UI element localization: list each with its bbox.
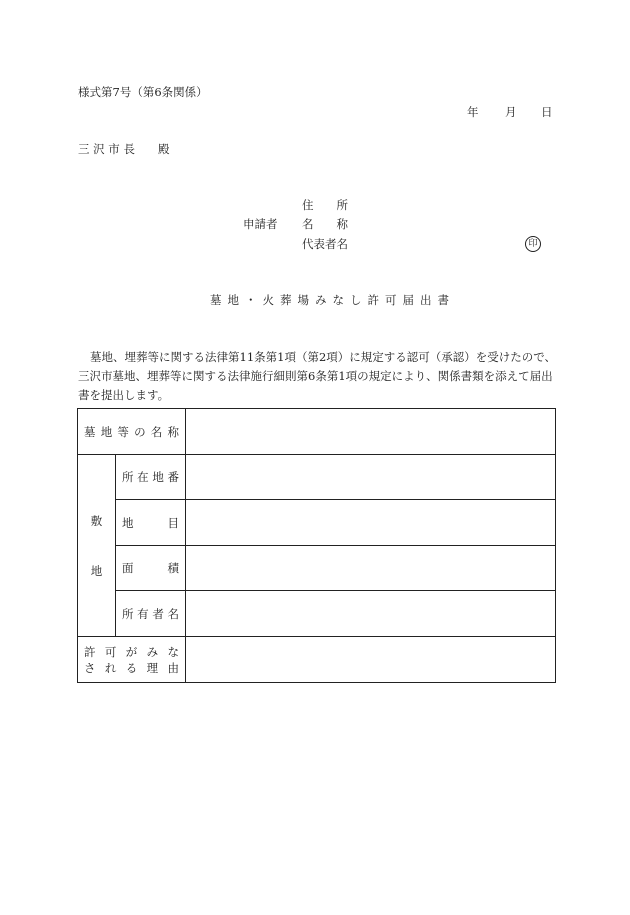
table-row bbox=[78, 546, 556, 591]
area-label-char: 積 bbox=[167, 561, 179, 575]
reason-label-char: 理 bbox=[146, 660, 159, 675]
facility-name-label bbox=[78, 409, 186, 455]
applicant-name-label: 名 称 bbox=[302, 217, 348, 231]
seal-mark: 印 bbox=[525, 236, 541, 252]
location-label-char: 在 bbox=[137, 470, 149, 484]
facility-name-label-char: 名 bbox=[150, 424, 163, 439]
reason-label-char: 許 bbox=[84, 644, 96, 659]
date-month: 月 bbox=[505, 105, 517, 119]
location-label bbox=[116, 455, 186, 500]
land-category-label-char: 地 bbox=[122, 515, 134, 530]
land-category-value[interactable] bbox=[186, 500, 556, 546]
date-day: 日 bbox=[541, 105, 553, 119]
location-label-char: 地 bbox=[152, 470, 164, 484]
applicant-rep-label: 代表者名 bbox=[302, 237, 348, 251]
location-value[interactable] bbox=[186, 455, 556, 500]
site-label bbox=[78, 455, 116, 637]
facility-name-label-char: 称 bbox=[167, 424, 179, 439]
table-row bbox=[78, 409, 556, 455]
owner-value[interactable] bbox=[186, 591, 556, 637]
reason-label-char: る bbox=[125, 660, 138, 675]
reason-label bbox=[78, 637, 186, 683]
table-row bbox=[78, 500, 556, 546]
date-year: 年 bbox=[467, 105, 479, 119]
form-number: 様式第7号（第6条関係） bbox=[78, 85, 208, 99]
site-label-bottom: 地 bbox=[90, 563, 103, 578]
owner-label-char: 有 bbox=[137, 606, 149, 621]
area-value[interactable] bbox=[186, 546, 556, 591]
owner-label-char: 名 bbox=[167, 606, 179, 621]
location-label-char: 番 bbox=[167, 470, 179, 484]
land-category-label bbox=[116, 500, 186, 546]
applicant-address-label: 住 所 bbox=[302, 198, 348, 212]
reason-label-char: 可 bbox=[104, 644, 117, 659]
applicant-role-label: 申請者 bbox=[243, 217, 278, 231]
facility-name-label-char: 墓 bbox=[84, 424, 96, 439]
facility-name-label-char: 等 bbox=[117, 424, 129, 439]
body-paragraph bbox=[78, 348, 558, 405]
area-label-char: 面 bbox=[122, 561, 134, 575]
document-title: 墓地・火葬場みなし許可届出書 bbox=[210, 293, 455, 307]
table-row bbox=[78, 455, 556, 500]
land-category-label-char: 目 bbox=[167, 515, 179, 530]
reason-label-char: み bbox=[146, 644, 159, 659]
reason-label-char: れ bbox=[104, 660, 117, 675]
table-row bbox=[78, 637, 556, 683]
location-label-char: 所 bbox=[122, 470, 134, 484]
notification-table bbox=[77, 408, 556, 683]
addressee: 三 沢 市 長 殿 bbox=[78, 142, 170, 156]
reason-label-char: が bbox=[125, 644, 138, 659]
facility-name-label-char: 地 bbox=[100, 424, 113, 439]
reason-label-char: さ bbox=[84, 660, 96, 675]
reason-label-char: な bbox=[167, 644, 179, 659]
site-label-top: 敷 bbox=[90, 513, 103, 528]
table-row bbox=[78, 591, 556, 637]
facility-name-value[interactable] bbox=[186, 409, 556, 455]
reason-value[interactable] bbox=[186, 637, 556, 683]
reason-label-char: 由 bbox=[167, 660, 179, 675]
owner-label bbox=[116, 591, 186, 637]
body-text: 墓地、埋葬等に関する法律第11条第1項（第2項）に規定する認可（承認）を受けたので、三沢市墓地、埋葬等に関する法律施行細則第6条第1項の規定により、関係書類を添えて届出書を提出します。 bbox=[78, 350, 557, 402]
owner-label-char: 所 bbox=[122, 606, 134, 621]
area-label bbox=[116, 546, 186, 591]
owner-label-char: 者 bbox=[152, 606, 164, 621]
facility-name-label-char: の bbox=[134, 424, 146, 439]
